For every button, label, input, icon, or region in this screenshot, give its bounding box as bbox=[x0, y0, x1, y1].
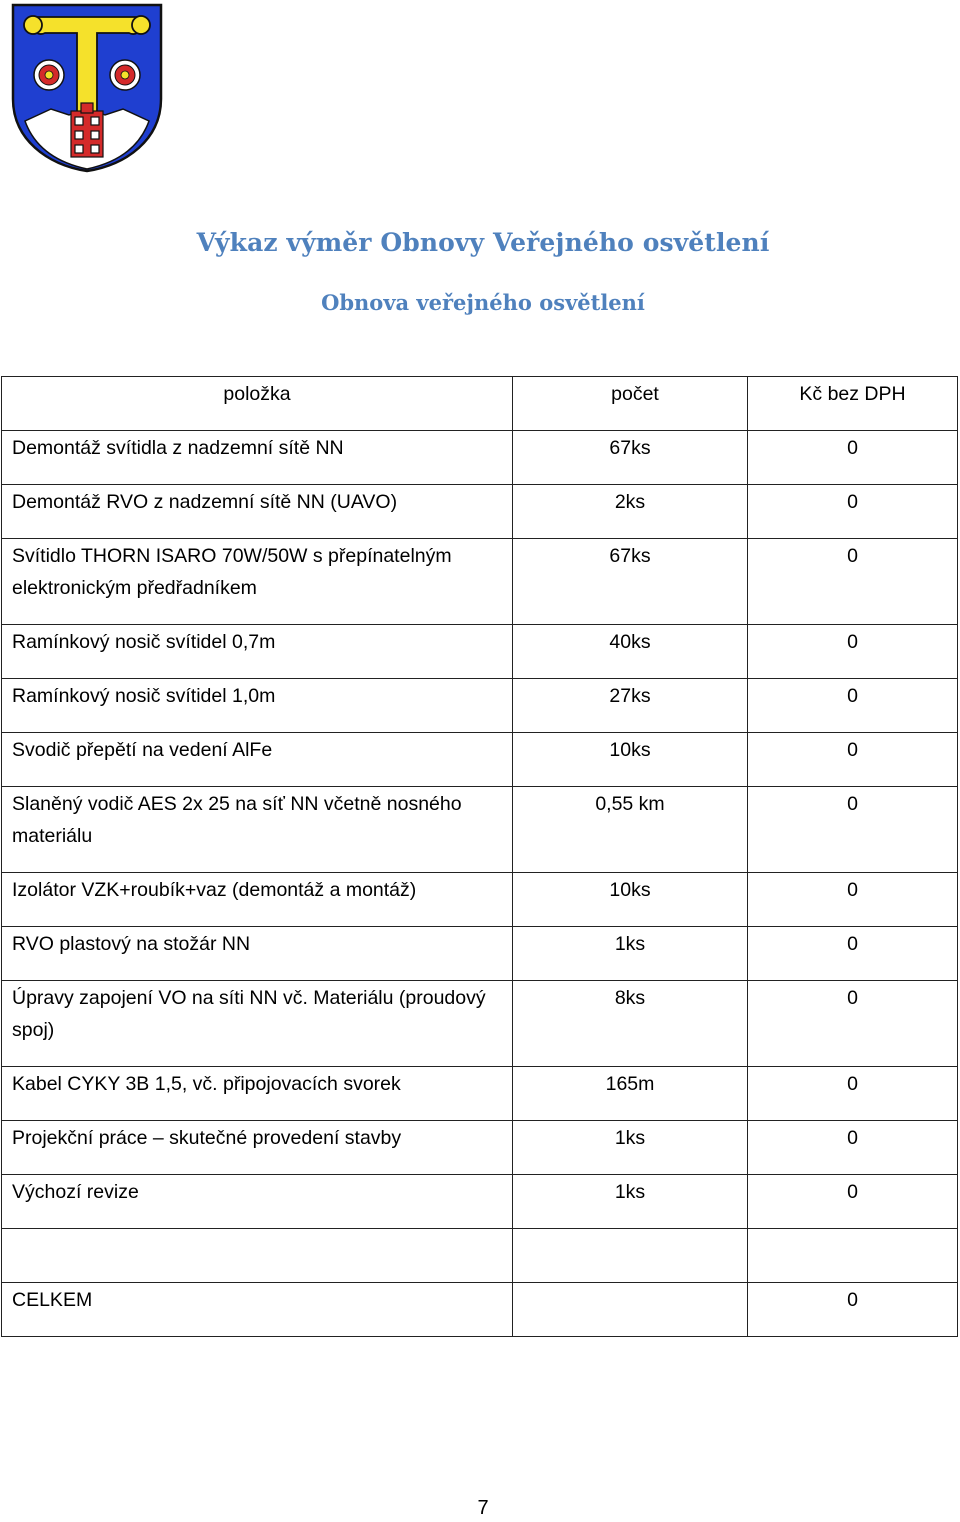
right-rose-icon bbox=[110, 60, 140, 90]
price-cell: 0 bbox=[748, 733, 958, 787]
price-cell: 0 bbox=[748, 1175, 958, 1229]
table-row bbox=[2, 927, 958, 981]
left-rose-icon bbox=[34, 60, 64, 90]
table-row bbox=[2, 787, 958, 873]
price-cell: 0 bbox=[748, 679, 958, 733]
table-total-row bbox=[2, 1283, 958, 1337]
qty-cell: 10ks bbox=[513, 873, 748, 927]
price-cell: 0 bbox=[748, 539, 958, 625]
price-cell: 0 bbox=[748, 873, 958, 927]
table-row bbox=[2, 431, 958, 485]
item-cell: Slaněný vodič AES 2x 25 na síť NN včetně nosného materiálu bbox=[2, 787, 513, 873]
item-cell: RVO plastový na stožár NN bbox=[2, 927, 513, 981]
header-qty: počet bbox=[513, 377, 748, 431]
qty-cell bbox=[513, 1229, 748, 1283]
price-cell: 0 bbox=[748, 625, 958, 679]
qty-cell: 0,55 km bbox=[513, 787, 748, 873]
table-row bbox=[2, 873, 958, 927]
item-cell: Svítidlo THORN ISARO 70W/50W s přepínatelným elektronickým předřadníkem bbox=[2, 539, 513, 625]
qty-cell: 40ks bbox=[513, 625, 748, 679]
qty-cell: 1ks bbox=[513, 1121, 748, 1175]
table-row bbox=[2, 625, 958, 679]
qty-cell: 165m bbox=[513, 1067, 748, 1121]
bill-of-quantities-table bbox=[1, 376, 958, 1337]
header-price: Kč bez DPH bbox=[748, 377, 958, 431]
red-building-icon bbox=[71, 103, 103, 157]
qty-cell: 67ks bbox=[513, 539, 748, 625]
item-cell: Úpravy zapojení VO na síti NN vč. Materiálu (proudový spoj) bbox=[2, 981, 513, 1067]
item-cell: Demontáž RVO z nadzemní sítě NN (UAVO) bbox=[2, 485, 513, 539]
item-cell: Kabel CYKY 3B 1,5, vč. připojovacích svorek bbox=[2, 1067, 513, 1121]
item-cell: Svodič přepětí na vedení AlFe bbox=[2, 733, 513, 787]
qty-cell: 1ks bbox=[513, 927, 748, 981]
table-row bbox=[2, 1067, 958, 1121]
table-row bbox=[2, 539, 958, 625]
qty-cell: 67ks bbox=[513, 431, 748, 485]
table-row bbox=[2, 733, 958, 787]
table-row-empty bbox=[2, 1229, 958, 1283]
table-row bbox=[2, 679, 958, 733]
header-item: položka bbox=[2, 377, 513, 431]
price-cell: 0 bbox=[748, 981, 958, 1067]
table-header-row bbox=[2, 377, 958, 431]
total-label: CELKEM bbox=[2, 1283, 513, 1337]
municipal-coat-of-arms-icon bbox=[11, 3, 163, 173]
page-number: 7 bbox=[477, 1497, 489, 1519]
item-cell: Ramínkový nosič svítidel 0,7m bbox=[2, 625, 513, 679]
item-cell: Ramínkový nosič svítidel 1,0m bbox=[2, 679, 513, 733]
table-row bbox=[2, 1121, 958, 1175]
item-cell: Demontáž svítidla z nadzemní sítě NN bbox=[2, 431, 513, 485]
price-cell bbox=[748, 1229, 958, 1283]
qty-cell: 8ks bbox=[513, 981, 748, 1067]
table-row bbox=[2, 981, 958, 1067]
qty-cell: 1ks bbox=[513, 1175, 748, 1229]
total-price: 0 bbox=[748, 1283, 958, 1337]
price-cell: 0 bbox=[748, 485, 958, 539]
price-cell: 0 bbox=[748, 431, 958, 485]
item-cell: Výchozí revize bbox=[2, 1175, 513, 1229]
price-cell: 0 bbox=[748, 1067, 958, 1121]
qty-cell: 2ks bbox=[513, 485, 748, 539]
price-cell: 0 bbox=[748, 787, 958, 873]
total-qty bbox=[513, 1283, 748, 1337]
page-subtitle: Obnova veřejného osvětlení bbox=[321, 290, 645, 315]
item-cell bbox=[2, 1229, 513, 1283]
table-row bbox=[2, 485, 958, 539]
item-cell: Projekční práce – skutečné provedení stavby bbox=[2, 1121, 513, 1175]
price-cell: 0 bbox=[748, 927, 958, 981]
price-cell: 0 bbox=[748, 1121, 958, 1175]
page-title: Výkaz výměr Obnovy Veřejného osvětlení bbox=[196, 228, 770, 257]
qty-cell: 10ks bbox=[513, 733, 748, 787]
item-cell: Izolátor VZK+roubík+vaz (demontáž a montáž) bbox=[2, 873, 513, 927]
table-row bbox=[2, 1175, 958, 1229]
qty-cell: 27ks bbox=[513, 679, 748, 733]
